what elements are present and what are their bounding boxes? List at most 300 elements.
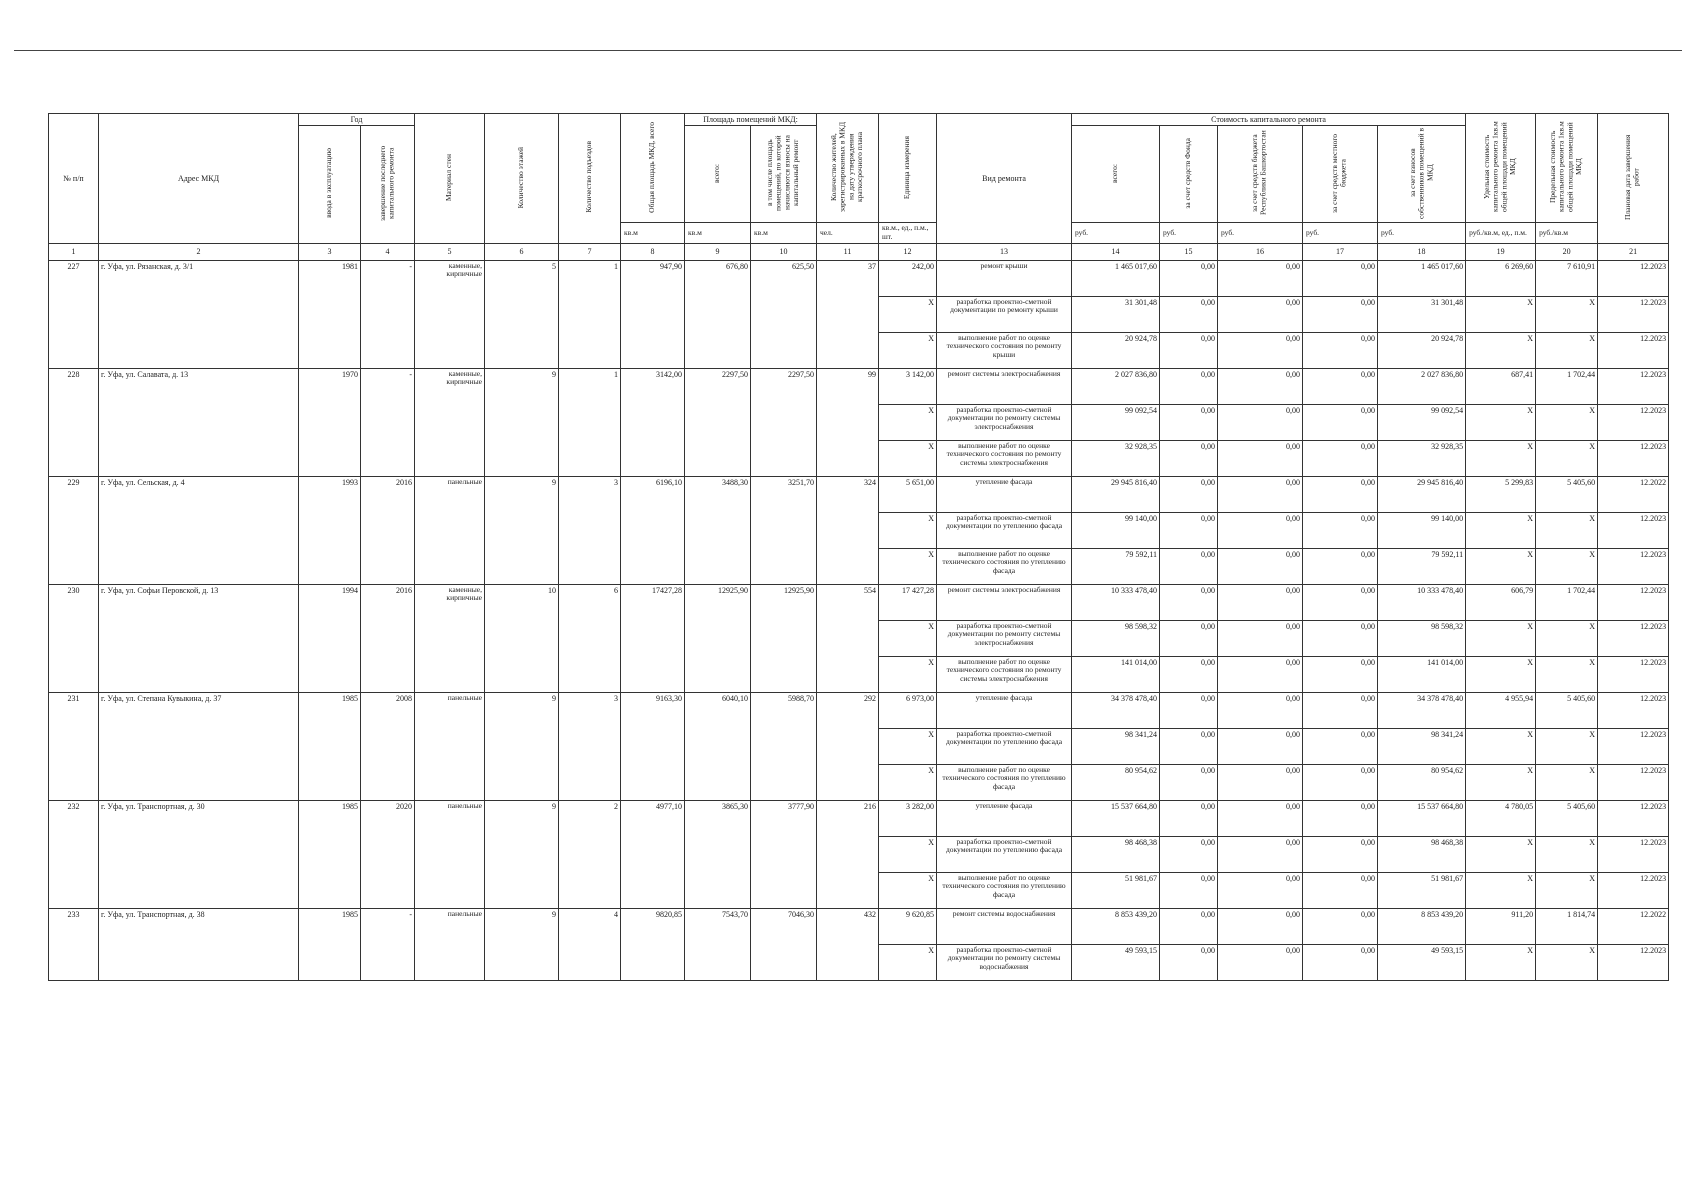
cost-fund-cell: 0,00 [1160,296,1218,332]
cost-total-cell: 49 593,15 [1072,944,1160,980]
cost-fund-cell: 0,00 [1160,872,1218,908]
deadline-cell: 12.2023 [1598,764,1669,800]
year-commission-cell: 1985 [299,800,361,908]
cost-owners-cell: 34 378 478,40 [1378,692,1466,728]
deadline-cell: 12.2023 [1598,656,1669,692]
header-deadline: Плановая дата завершения работ [1598,114,1669,244]
specific-cost-cell: X [1466,872,1536,908]
unit-total-area: кв.м [621,223,685,243]
row-number: 232 [49,800,99,908]
column-number: 16 [1218,243,1303,260]
unit-cell: X [879,764,937,800]
column-number: 1 [49,243,99,260]
repair-type-cell: выполнение работ по оценке технического состояния по ремонту крыши [937,332,1072,368]
cost-fund-cell: 0,00 [1160,260,1218,296]
cost-republic-cell: 0,00 [1218,656,1303,692]
column-number: 8 [621,243,685,260]
cost-total-cell: 15 537 664,80 [1072,800,1160,836]
header-total-area: Общая площадь МКД, всего [621,114,685,223]
max-cost-cell: X [1536,728,1598,764]
cost-owners-cell: 141 014,00 [1378,656,1466,692]
specific-cost-cell: X [1466,656,1536,692]
column-number: 7 [559,243,621,260]
deadline-cell: 12.2023 [1598,368,1669,404]
cost-republic-cell: 0,00 [1218,548,1303,584]
column-number: 10 [751,243,817,260]
deadline-cell: 12.2023 [1598,332,1669,368]
year-last-repair-cell: - [361,260,415,368]
cost-fund-cell: 0,00 [1160,908,1218,944]
max-cost-cell: X [1536,764,1598,800]
floors-cell: 9 [485,908,559,980]
table-row [49,260,1669,296]
address-cell: г. Уфа, ул. Сельская, д. 4 [99,476,299,584]
total-area-cell: 9820,85 [621,908,685,980]
cost-total-cell: 20 924,78 [1072,332,1160,368]
cost-fund-cell: 0,00 [1160,404,1218,440]
deadline-cell: 12.2023 [1598,692,1669,728]
row-number: 229 [49,476,99,584]
repair-type-cell: выполнение работ по оценке технического состояния по утеплению фасада [937,548,1072,584]
cost-owners-cell: 98 598,32 [1378,620,1466,656]
header-wall-material: Материал стен [415,114,485,244]
cost-total-cell: 98 598,32 [1072,620,1160,656]
residents-cell: 216 [817,800,879,908]
residents-cell: 292 [817,692,879,800]
cost-fund-cell: 0,00 [1160,476,1218,512]
unit-max-cost: руб./кв.м [1536,223,1598,243]
header-specific-cost: Удельная стоимость капитального ремонта 1кв.м общей площади помещений МКД [1466,114,1536,223]
wall-material-cell: панельные [415,800,485,908]
repair-type-cell: выполнение работ по оценке технического состояния по ремонту системы электроснабжения [937,656,1072,692]
specific-cost-cell: X [1466,512,1536,548]
cost-fund-cell: 0,00 [1160,800,1218,836]
address-cell: г. Уфа, ул. Софьи Перовской, д. 13 [99,584,299,692]
cost-fund-cell: 0,00 [1160,764,1218,800]
repair-type-cell: разработка проектно-сметной документации по утеплению фасада [937,512,1072,548]
header-repair-type: Вид ремонта [937,114,1072,244]
specific-cost-cell: X [1466,404,1536,440]
max-cost-cell: 5 405,60 [1536,476,1598,512]
cost-republic-cell: 0,00 [1218,404,1303,440]
cost-republic-cell: 0,00 [1218,692,1303,728]
year-last-repair-cell: 2016 [361,476,415,584]
column-number: 4 [361,243,415,260]
wall-material-cell: панельные [415,908,485,980]
max-cost-cell: 1 702,44 [1536,368,1598,404]
cost-total-cell: 141 014,00 [1072,656,1160,692]
total-area-cell: 17427,28 [621,584,685,692]
max-cost-cell: 1 814,74 [1536,908,1598,944]
total-area-cell: 4977,10 [621,800,685,908]
repair-type-cell: ремонт системы электроснабжения [937,584,1072,620]
max-cost-cell: X [1536,332,1598,368]
premises-total-cell: 676,80 [685,260,751,368]
year-last-repair-cell: - [361,908,415,980]
premises-total-cell: 3865,30 [685,800,751,908]
residents-cell: 432 [817,908,879,980]
entrances-cell: 1 [559,260,621,368]
column-number: 2 [99,243,299,260]
cost-local-cell: 0,00 [1303,620,1378,656]
header-no: № п/п [49,114,99,244]
header-cost-total: всего: [1072,126,1160,223]
year-commission-cell: 1985 [299,908,361,980]
cost-local-cell: 0,00 [1303,692,1378,728]
table-row [49,476,1669,512]
deadline-cell: 12.2023 [1598,584,1669,620]
unit-premises-total: кв.м [685,223,751,243]
max-cost-cell: X [1536,872,1598,908]
cost-total-cell: 51 981,67 [1072,872,1160,908]
cost-republic-cell: 0,00 [1218,800,1303,836]
repair-type-cell: утепление фасада [937,476,1072,512]
residents-cell: 554 [817,584,879,692]
cost-local-cell: 0,00 [1303,656,1378,692]
wall-material-cell: панельные [415,692,485,800]
column-number: 18 [1378,243,1466,260]
floors-cell: 9 [485,368,559,476]
unit-cell: X [879,872,937,908]
deadline-cell: 12.2023 [1598,260,1669,296]
column-number: 12 [879,243,937,260]
capital-repair-table [48,113,1669,981]
premises-total-cell: 3488,30 [685,476,751,584]
entrances-cell: 1 [559,368,621,476]
cost-fund-cell: 0,00 [1160,584,1218,620]
total-area-cell: 6196,10 [621,476,685,584]
deadline-cell: 12.2023 [1598,296,1669,332]
cost-owners-cell: 2 027 836,80 [1378,368,1466,404]
cost-local-cell: 0,00 [1303,872,1378,908]
deadline-cell: 12.2023 [1598,728,1669,764]
unit-cell: X [879,656,937,692]
premises-total-cell: 2297,50 [685,368,751,476]
year-commission-cell: 1993 [299,476,361,584]
column-number: 5 [415,243,485,260]
cost-owners-cell: 8 853 439,20 [1378,908,1466,944]
column-number: 14 [1072,243,1160,260]
specific-cost-cell: 687,41 [1466,368,1536,404]
max-cost-cell: 7 610,91 [1536,260,1598,296]
repair-type-cell: ремонт системы водоснабжения [937,908,1072,944]
cost-republic-cell: 0,00 [1218,944,1303,980]
residents-cell: 37 [817,260,879,368]
column-number: 21 [1598,243,1669,260]
max-cost-cell: X [1536,296,1598,332]
specific-cost-cell: X [1466,764,1536,800]
entrances-cell: 2 [559,800,621,908]
deadline-cell: 12.2023 [1598,872,1669,908]
cost-republic-cell: 0,00 [1218,476,1303,512]
address-cell: г. Уфа, ул. Транспортная, д. 38 [99,908,299,980]
cost-total-cell: 10 333 478,40 [1072,584,1160,620]
unit-cell: X [879,296,937,332]
deadline-cell: 12.2023 [1598,440,1669,476]
premises-repair-cell: 3251,70 [751,476,817,584]
total-area-cell: 9163,30 [621,692,685,800]
top-rule [14,50,1682,51]
year-commission-cell: 1981 [299,260,361,368]
cost-local-cell: 0,00 [1303,260,1378,296]
unit-premises-repair: кв.м [751,223,817,243]
cost-owners-cell: 31 301,48 [1378,296,1466,332]
repair-type-cell: разработка проектно-сметной документации по утеплению фасада [937,728,1072,764]
cost-owners-cell: 1 465 017,60 [1378,260,1466,296]
cost-republic-cell: 0,00 [1218,368,1303,404]
header-unit-measure: Единица измерения [879,114,937,223]
cost-fund-cell: 0,00 [1160,368,1218,404]
repair-type-cell: разработка проектно-сметной документации по ремонту системы водоснабжения [937,944,1072,980]
residents-cell: 99 [817,368,879,476]
entrances-cell: 6 [559,584,621,692]
specific-cost-cell: 606,79 [1466,584,1536,620]
table-row [49,908,1669,944]
unit-cell: X [879,836,937,872]
premises-repair-cell: 5988,70 [751,692,817,800]
column-number: 9 [685,243,751,260]
cost-owners-cell: 51 981,67 [1378,872,1466,908]
cost-local-cell: 0,00 [1303,404,1378,440]
floors-cell: 10 [485,584,559,692]
max-cost-cell: X [1536,512,1598,548]
cost-fund-cell: 0,00 [1160,692,1218,728]
column-number: 15 [1160,243,1218,260]
premises-repair-cell: 2297,50 [751,368,817,476]
unit-cell: 3 142,00 [879,368,937,404]
premises-total-cell: 7543,70 [685,908,751,980]
row-number: 228 [49,368,99,476]
repair-type-cell: разработка проектно-сметной документации по ремонту системы электроснабжения [937,620,1072,656]
cost-total-cell: 99 092,54 [1072,404,1160,440]
cost-owners-cell: 29 945 816,40 [1378,476,1466,512]
deadline-cell: 12.2023 [1598,800,1669,836]
cost-republic-cell: 0,00 [1218,440,1303,476]
entrances-cell: 4 [559,908,621,980]
specific-cost-cell: X [1466,836,1536,872]
table-row [49,800,1669,836]
cost-fund-cell: 0,00 [1160,440,1218,476]
unit-cell: X [879,404,937,440]
max-cost-cell: X [1536,836,1598,872]
unit-cost-republic: руб. [1218,223,1303,243]
cost-local-cell: 0,00 [1303,584,1378,620]
header-cost-owners: за счет взносов собственников помещений в МКД [1378,126,1466,223]
address-cell: г. Уфа, ул. Рязанская, д. 3/1 [99,260,299,368]
repair-type-cell: выполнение работ по оценке технического состояния по ремонту системы электроснабжения [937,440,1072,476]
table-row [49,692,1669,728]
premises-total-cell: 6040,10 [685,692,751,800]
table-row [49,584,1669,620]
floors-cell: 9 [485,692,559,800]
unit-unit-measure: кв.м., ед., п.м., шт. [879,223,937,243]
repair-type-cell: выполнение работ по оценке технического состояния по утеплению фасада [937,764,1072,800]
cost-republic-cell: 0,00 [1218,512,1303,548]
floors-cell: 9 [485,476,559,584]
cost-total-cell: 8 853 439,20 [1072,908,1160,944]
column-number-row [49,243,1669,260]
year-last-repair-cell: 2020 [361,800,415,908]
specific-cost-cell: X [1466,944,1536,980]
header-year-last-repair: завершение последнего капитального ремонта [361,126,415,243]
cost-total-cell: 79 592,11 [1072,548,1160,584]
repair-plan-sheet [48,113,1668,981]
floors-cell: 5 [485,260,559,368]
repair-type-cell: ремонт системы электроснабжения [937,368,1072,404]
column-number: 17 [1303,243,1378,260]
cost-republic-cell: 0,00 [1218,260,1303,296]
year-last-repair-cell: 2016 [361,584,415,692]
unit-cell: X [879,944,937,980]
cost-owners-cell: 98 468,38 [1378,836,1466,872]
unit-cost-local: руб. [1303,223,1378,243]
premises-repair-cell: 3777,90 [751,800,817,908]
header-cost-local: за счет средств местного бюджета [1303,126,1378,223]
deadline-cell: 12.2022 [1598,476,1669,512]
column-number: 13 [937,243,1072,260]
cost-total-cell: 80 954,62 [1072,764,1160,800]
cost-local-cell: 0,00 [1303,944,1378,980]
cost-owners-cell: 99 092,54 [1378,404,1466,440]
unit-cell: 9 620,85 [879,908,937,944]
deadline-cell: 12.2023 [1598,836,1669,872]
repair-type-cell: разработка проектно-сметной документации по утеплению фасада [937,836,1072,872]
cost-local-cell: 0,00 [1303,476,1378,512]
entrances-cell: 3 [559,476,621,584]
repair-type-cell: выполнение работ по оценке технического состояния по утеплению фасада [937,872,1072,908]
cost-local-cell: 0,00 [1303,512,1378,548]
cost-republic-cell: 0,00 [1218,332,1303,368]
cost-republic-cell: 0,00 [1218,728,1303,764]
unit-specific-cost: руб./кв.м, ед., п.м. [1466,223,1536,243]
cost-owners-cell: 10 333 478,40 [1378,584,1466,620]
specific-cost-cell: 4 955,94 [1466,692,1536,728]
max-cost-cell: X [1536,548,1598,584]
specific-cost-cell: 4 780,05 [1466,800,1536,836]
cost-fund-cell: 0,00 [1160,620,1218,656]
max-cost-cell: 5 405,60 [1536,692,1598,728]
unit-cell: 6 973,00 [879,692,937,728]
unit-cell: 242,00 [879,260,937,296]
year-commission-cell: 1994 [299,584,361,692]
cost-owners-cell: 15 537 664,80 [1378,800,1466,836]
cost-republic-cell: 0,00 [1218,908,1303,944]
cost-fund-cell: 0,00 [1160,944,1218,980]
wall-material-cell: каменные, кирпичные [415,368,485,476]
max-cost-cell: 5 405,60 [1536,800,1598,836]
cost-fund-cell: 0,00 [1160,512,1218,548]
max-cost-cell: X [1536,404,1598,440]
residents-cell: 324 [817,476,879,584]
unit-cell: X [879,620,937,656]
unit-cost-total: руб. [1072,223,1160,243]
cost-owners-cell: 79 592,11 [1378,548,1466,584]
total-area-cell: 947,90 [621,260,685,368]
header-premises-total: всего: [685,126,751,223]
premises-repair-cell: 7046,30 [751,908,817,980]
header-cost: Стоимость капитального ремонта [1072,114,1466,126]
repair-type-cell: ремонт крыши [937,260,1072,296]
cost-republic-cell: 0,00 [1218,584,1303,620]
header-residents: Количество жителей, зарегистрированных в МКД на дату утверждения краткосрочного плана [817,114,879,223]
cost-republic-cell: 0,00 [1218,872,1303,908]
header-year-commission: ввода в эксплуатацию [299,126,361,243]
deadline-cell: 12.2023 [1598,404,1669,440]
unit-cost-fund: руб. [1160,223,1218,243]
repair-type-cell: утепление фасада [937,692,1072,728]
deadline-cell: 12.2023 [1598,512,1669,548]
specific-cost-cell: 911,20 [1466,908,1536,944]
table-header [49,114,1669,261]
cost-local-cell: 0,00 [1303,332,1378,368]
floors-cell: 9 [485,800,559,908]
cost-total-cell: 34 378 478,40 [1072,692,1160,728]
cost-owners-cell: 20 924,78 [1378,332,1466,368]
max-cost-cell: X [1536,944,1598,980]
header-year: Год [299,114,415,126]
deadline-cell: 12.2022 [1598,908,1669,944]
year-commission-cell: 1970 [299,368,361,476]
cost-owners-cell: 49 593,15 [1378,944,1466,980]
cost-owners-cell: 32 928,35 [1378,440,1466,476]
cost-total-cell: 2 027 836,80 [1072,368,1160,404]
max-cost-cell: 1 702,44 [1536,584,1598,620]
cost-local-cell: 0,00 [1303,908,1378,944]
cost-republic-cell: 0,00 [1218,296,1303,332]
table-row [49,368,1669,404]
wall-material-cell: каменные, кирпичные [415,584,485,692]
column-number: 3 [299,243,361,260]
unit-cell: 3 282,00 [879,800,937,836]
cost-total-cell: 29 945 816,40 [1072,476,1160,512]
header-premises-repair: в том числе площадь помещений, по которой начисляются взносы на капитальный ремонт [751,126,817,223]
unit-cell: X [879,332,937,368]
deadline-cell: 12.2023 [1598,620,1669,656]
cost-republic-cell: 0,00 [1218,836,1303,872]
header-cost-fund: за счет средств Фонда [1160,126,1218,223]
specific-cost-cell: X [1466,728,1536,764]
row-number: 231 [49,692,99,800]
deadline-cell: 12.2023 [1598,548,1669,584]
header-max-cost: Предельная стоимость капитального ремонта 1кв.м общей площади помещений МКД [1536,114,1598,223]
address-cell: г. Уфа, ул. Транспортная, д. 30 [99,800,299,908]
cost-fund-cell: 0,00 [1160,836,1218,872]
cost-local-cell: 0,00 [1303,836,1378,872]
cost-local-cell: 0,00 [1303,764,1378,800]
premises-repair-cell: 12925,90 [751,584,817,692]
unit-cell: X [879,440,937,476]
cost-local-cell: 0,00 [1303,296,1378,332]
specific-cost-cell: X [1466,332,1536,368]
wall-material-cell: каменные, кирпичные [415,260,485,368]
table-body [49,260,1669,980]
cost-local-cell: 0,00 [1303,368,1378,404]
cost-total-cell: 31 301,48 [1072,296,1160,332]
column-number: 6 [485,243,559,260]
repair-type-cell: разработка проектно-сметной документации по ремонту крыши [937,296,1072,332]
column-number: 20 [1536,243,1598,260]
cost-total-cell: 99 140,00 [1072,512,1160,548]
specific-cost-cell: X [1466,548,1536,584]
cost-owners-cell: 80 954,62 [1378,764,1466,800]
cost-local-cell: 0,00 [1303,548,1378,584]
row-number: 230 [49,584,99,692]
unit-cell: X [879,548,937,584]
specific-cost-cell: 5 299,83 [1466,476,1536,512]
unit-cost-owners: руб. [1378,223,1466,243]
repair-type-cell: разработка проектно-сметной документации по ремонту системы электроснабжения [937,404,1072,440]
cost-total-cell: 1 465 017,60 [1072,260,1160,296]
